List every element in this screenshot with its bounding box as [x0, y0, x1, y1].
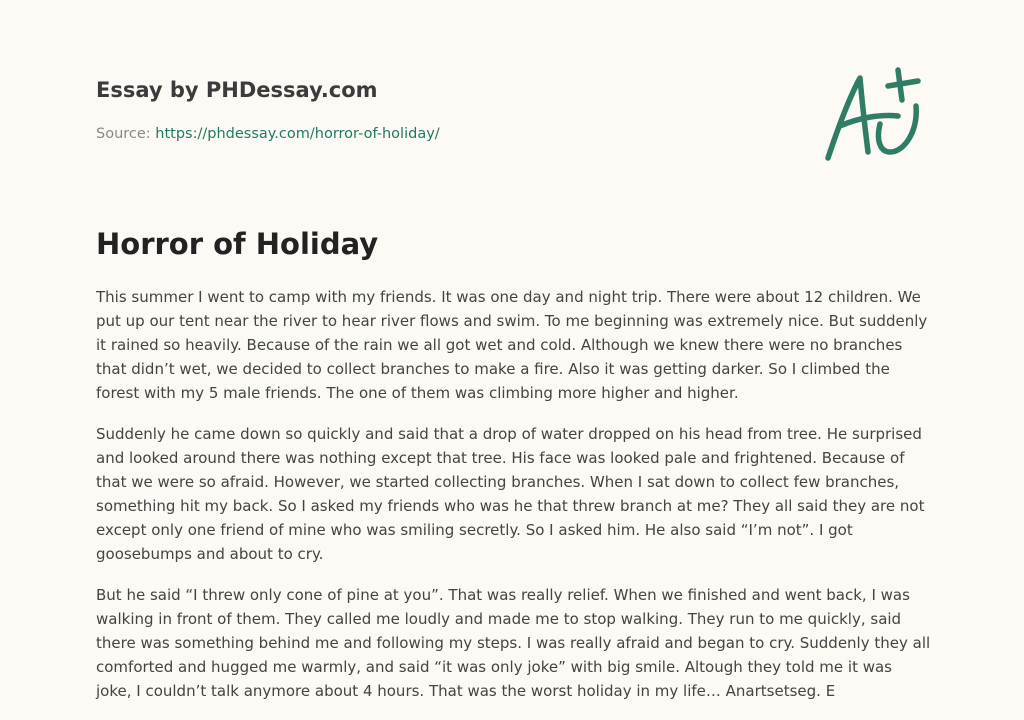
source-link[interactable]: https://phdessay.com/horror-of-holiday/: [155, 126, 440, 142]
essay-header: [96, 76, 440, 144]
essay-title: Horror of Holiday: [96, 227, 379, 261]
source-line: [96, 124, 440, 144]
source-label: Source:: [96, 126, 151, 142]
paragraph: This summer I went to camp with my friends. It was one day and night trip. There were about 12 children. We put up our tent near the river to hear river flows and swim. To me beginning was extremely nice. But suddenly it rained so heavily. Because of the rain we all got wet and cold. Although we knew there were no branches that didn’t wet, we decided to collect branches to make a fire. Also it was getting darker. So I climbed the forest with my 5 male friends. The one of them was climbing more higher and higher.: [96, 288, 928, 402]
paragraph: Suddenly he came down so quickly and said that a drop of water dropped on his head from tree. He surprised and looked around there was nothing except that tree. His face was looked pale and frightened. Because of that we were so afraid. However, we started collecting branches. When I sat down to collect few branches, something hit my back. So I asked my friends who was he that threw branch at me? They all said they are not except only one friend of mine who was smiling secretly. So I asked him. He also said “I’m not”. I got goosebumps and about to cry.: [96, 425, 925, 563]
brand-title: Essay by PHDessay.com: [96, 78, 378, 102]
a-plus-grade-icon: [818, 66, 930, 166]
paragraph: But he said “I threw only cone of pine at you”. That was really relief. When we finished and went back, I was walking in front of them. They called me loudly and made me to stop walking. They run to me quickly, said there was something behind me and following my steps. I was really afraid and began to cry. Suddenly they all comforted and hugged me warmly, and said “it was only joke” with big smile. Altough they told me it was joke, I couldn’t talk anymore about 4 hours. That was the worst holiday in my life… Anartsetseg. E: [96, 586, 931, 700]
essay-body: [96, 285, 932, 720]
